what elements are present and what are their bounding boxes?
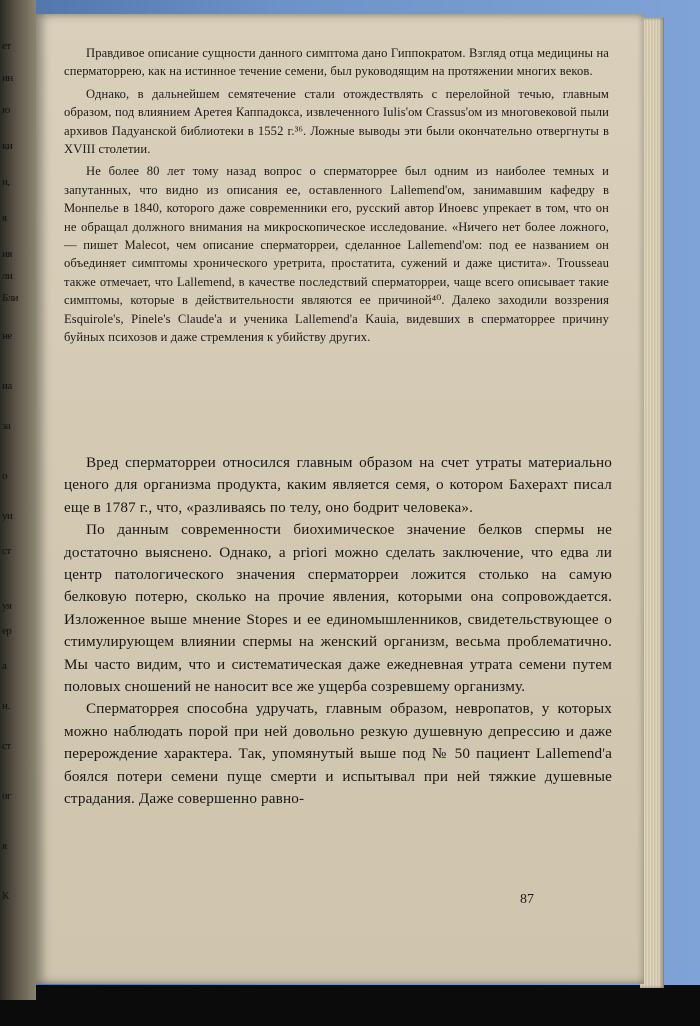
- prev-page-fragment: о: [2, 470, 7, 482]
- small-print-block: [64, 44, 609, 351]
- prev-page-fragment: н.: [2, 700, 10, 712]
- paragraph: Правдивое описание сущности данного симптома дано Гиппократом. Взгляд отца медицины на сперматоррею, как на истинное течение семени, был руководящим на протяжении многих веков.: [64, 46, 609, 79]
- prev-page-fragment: ог: [2, 790, 12, 802]
- page-number: 87: [520, 892, 534, 907]
- dark-table-surface: [0, 985, 700, 1026]
- prev-page-fragment: за: [2, 420, 11, 432]
- prev-page-fragment: ин: [2, 72, 13, 84]
- paragraph: Не более 80 лет тому назад вопрос о сперматоррее был одним из наиболее темных и запутанных, что видно из описания ее, оставленного Lallemend'ом, занимавшим кафедру в Монпелье в 1840, которого даже современники его, русский автор Иноевс упрекает в том, что он не обращал должного внимания на микроскопическое исследование. «Ничего нет более ложного, — пишет Malecot, чем описание сперматорреи, сделанное Lallemend'ом: под ее названием он объединяет симптомы хронического уретрита, простатита, сужений и даже цистита». Trousseau также отмечает, что Lallemend, в качестве последствий сперматорреи, чаще всего описывает такие симптомы, которые в действительности являются ее причиной⁴⁰. Далеко заходили воззрения Esquirole's, Pinele's Claude'а и ученика Lallemend'а Kauia, видевших в сперматоррее причину буйных психозов и даже стремления к убийству других.: [64, 164, 609, 345]
- paragraph: Однако, в дальнейшем семятечение стали отождествлять с перелойной течью, главным образом, под влиянием Аретея Каппадокса, извлеченного Iulis'ом Crassus'ом из многовековой пыли архивов Падуанской библиотеки в 1552 г.³⁶. Ложные выводы эти были окончательно отвергнуты в XVIII столетии.: [64, 86, 609, 157]
- prev-page-fragment: уя: [2, 600, 12, 612]
- prev-page-fragment: уи: [2, 510, 13, 522]
- prev-page-fragment: я: [2, 840, 7, 852]
- prev-page-fragment: ер: [2, 625, 12, 637]
- prev-page-fragment: а: [2, 660, 7, 672]
- paragraph: Сперматоррея способна удручать, главным образом, невропатов, у которых можно наблюдать порой при ней довольно резкую душевную депрессию и даже перерождение характера. Так, упомянутый выше под № 50 пациент Lallemend'а боялся потери семени пуще смерти и испытывал при ней тяжкие душевные страдания. Даже совершенно равно-: [64, 700, 612, 808]
- prev-page-fragment: ки: [2, 140, 13, 152]
- prev-page-fragment: ст: [2, 545, 11, 557]
- prev-page-fragment: ли: [2, 270, 13, 282]
- prev-page-fragment: ет: [2, 40, 11, 52]
- prev-page-fragment: Бли: [2, 292, 19, 304]
- paragraph: По данным современности биохимическое значение белков спермы не достаточно выяснено. Однако, a priori можно сделать заключение, что едва ли центр патологического значения сперматорреи ложится столько на самую белковую потерю, сколько на прочие явления, которыми она сопровождается. Изложенное выше мнение Stopes и ее единомышленников, свидетельствующее о стимулирующем влиянии спермы на женский организм, весьма проблематично. Мы часто видим, что и систематическая даже ежедневная утрата семени путем половых сношений не наносит все же ущерба созревшему организму.: [64, 521, 612, 696]
- prev-page-fragment: иа: [2, 380, 12, 392]
- prev-page-fragment: ю: [2, 104, 10, 116]
- prev-page-fragment: не: [2, 330, 12, 342]
- prev-page-fragment: К: [2, 890, 9, 902]
- paragraph: Вред сперматорреи относился главным образом на счет утраты материально ценого для организма продукта, каким является семя, о котором Бахерахт писал еще в 1787 г., что, «разливаясь по телу, оно бодрит человека».: [64, 454, 612, 516]
- previous-page-edge: [0, 0, 36, 1000]
- prev-page-fragment: ст: [2, 740, 11, 752]
- prev-page-fragment: и,: [2, 176, 10, 188]
- prev-page-fragment: я: [2, 212, 7, 224]
- prev-page-fragment: ия: [2, 248, 12, 260]
- main-text-block: [64, 452, 612, 811]
